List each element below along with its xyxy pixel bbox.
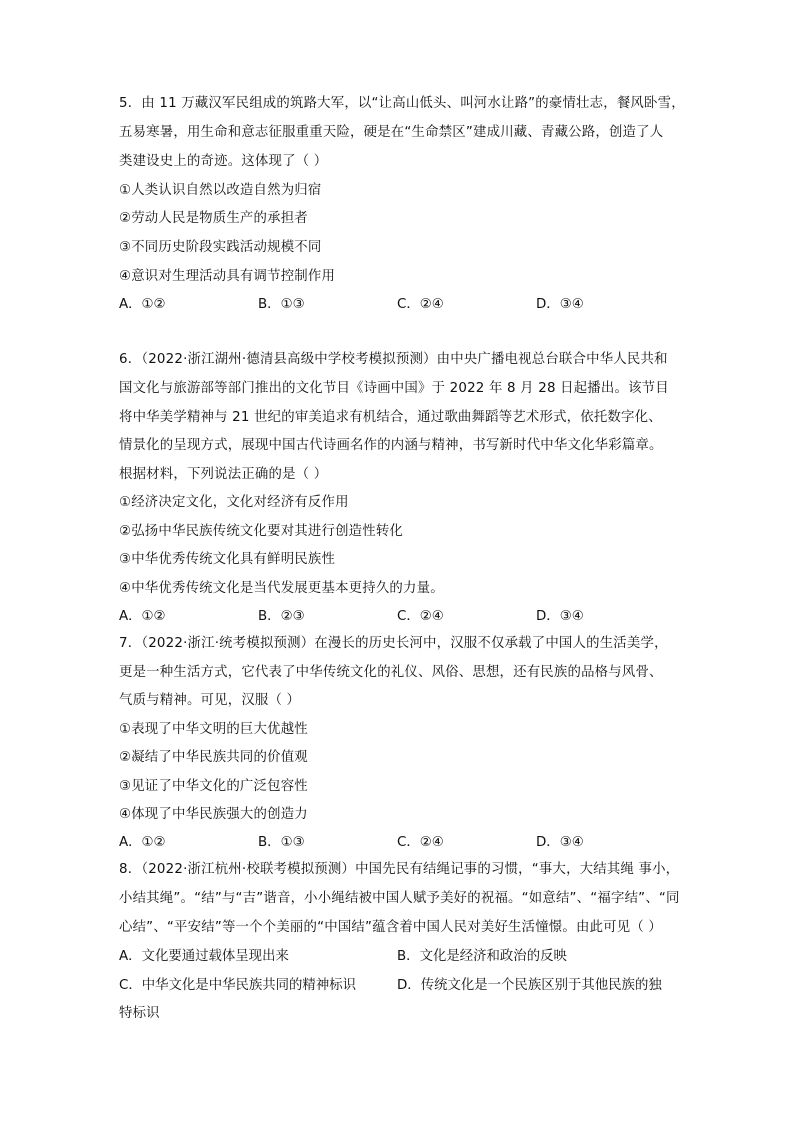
- question-5-stem-line-2: 五易寒暑，用生命和意志征服重重天险，硬是在“生命禁区”建成川藏、青藏公路，创造了人: [119, 125, 664, 140]
- option-a[interactable]: A．①②: [119, 609, 166, 624]
- question-7-stem-line-1: 7．（2022·浙江·统考模拟预测）在漫长的历史长河中，汉服不仅承载了中国人的生活美学，: [119, 636, 668, 651]
- question-7-options: [119, 833, 679, 853]
- question-7-stem-line-2: 更是一种生活方式，它代表了中华传统文化的礼仪、风俗、思想，还有民族的品格与风骨、: [119, 665, 663, 680]
- question-6-item-4: ④中华优秀传统文化是当代发展更基本更持久的力量。: [119, 581, 444, 596]
- question-5-item-3: ③不同历史阶段实践活动规模不同: [119, 240, 322, 255]
- question-7-stem-line-3: 气质与精神。可见，汉服（ ）: [119, 693, 301, 708]
- question-8-stem-line-3: 心结”、“平安结”等一个个美丽的“中国结”蕴含着中国人民对美好生活憧憬。由此可见（ ）: [119, 920, 662, 935]
- question-8-options-row-1: [119, 947, 679, 967]
- option-c[interactable]: C．②④: [397, 297, 444, 312]
- question-6-stem-line-4: 情景化的呈现方式，展现中国古代诗画名作的内涵与精神，书写新时代中华文化华彩篇章。: [119, 438, 663, 453]
- option-b[interactable]: B．②③: [258, 609, 305, 624]
- question-8-option-d-continuation: 特标识: [119, 1006, 160, 1021]
- question-5-item-4: ④意识对生理活动具有调节控制作用: [119, 269, 336, 284]
- option-b[interactable]: B．①③: [258, 835, 305, 850]
- question-6-stem-line-5: 根据材料，下列说法正确的是（ ）: [119, 467, 328, 482]
- question-5-options: [119, 295, 679, 315]
- question-6-options: [119, 607, 679, 627]
- question-6-stem-line-2: 国文化与旅游部等部门推出的文化节目《诗画中国》于 2022 年 8 月 28 日起播出。该节目: [119, 381, 669, 396]
- option-d[interactable]: D．③④: [536, 609, 584, 624]
- question-7-item-1: ①表现了中华文明的巨大优越性: [119, 722, 308, 737]
- option-c[interactable]: C．②④: [397, 835, 444, 850]
- option-c[interactable]: C．②④: [397, 609, 444, 624]
- option-d[interactable]: D．③④: [536, 297, 584, 312]
- question-6-item-3: ③中华优秀传统文化具有鲜明民族性: [119, 552, 336, 567]
- question-5-stem-line-1: 5．由 11 万藏汉军民组成的筑路大军，以“让高山低头、叫河水让路”的豪情壮志，餐风卧雪，: [119, 96, 685, 111]
- question-6-stem-line-3: 将中华美学精神与 21 世纪的审美追求有机结合，通过歌曲舞蹈等艺术形式，依托数字化、: [119, 410, 662, 425]
- option-d[interactable]: D．传统文化是一个民族区别于其他民族的独: [397, 978, 662, 993]
- option-c[interactable]: C．中华文化是中华民族共同的精神标识: [119, 978, 356, 993]
- question-5-item-1: ①人类认识自然以改造自然为归宿: [119, 183, 322, 198]
- question-6-item-1: ①经济决定文化，文化对经济有反作用: [119, 495, 349, 510]
- question-6-stem-line-1: 6．（2022·浙江湖州·德清县高级中学校考模拟预测）由中央广播电视总台联合中华人民共和: [119, 352, 668, 367]
- question-8-options-row-2: [119, 976, 679, 996]
- question-6-item-2: ②弘扬中华民族传统文化要对其进行创造性转化: [119, 524, 404, 539]
- question-8-stem-line-2: 小结其绳”。“结”与“吉”谐音，小小绳结被中国人赋予美好的祝福。“如意结”、“福字结”、“同: [119, 891, 680, 906]
- option-a[interactable]: A．文化要通过载体呈现出来: [119, 949, 289, 964]
- question-7-item-4: ④体现了中华民族强大的创造力: [119, 807, 308, 822]
- option-b[interactable]: B．文化是经济和政治的反映: [397, 949, 567, 964]
- option-a[interactable]: A．①②: [119, 835, 166, 850]
- option-d[interactable]: D．③④: [536, 835, 584, 850]
- question-5-item-2: ②劳动人民是物质生产的承担者: [119, 211, 308, 226]
- question-8-stem-line-1: 8．（2022·浙江杭州·校联考模拟预测）中国先民有结绳记事的习惯，“事大，大结其绳 事小，: [119, 862, 680, 877]
- option-b[interactable]: B．①③: [258, 297, 305, 312]
- question-7-item-2: ②凝结了中华民族共同的价值观: [119, 750, 308, 765]
- question-5-stem-line-3: 类建设史上的奇迹。这体现了（ ）: [119, 154, 328, 169]
- option-a[interactable]: A．①②: [119, 297, 166, 312]
- question-7-item-3: ③见证了中华文化的广泛包容性: [119, 779, 308, 794]
